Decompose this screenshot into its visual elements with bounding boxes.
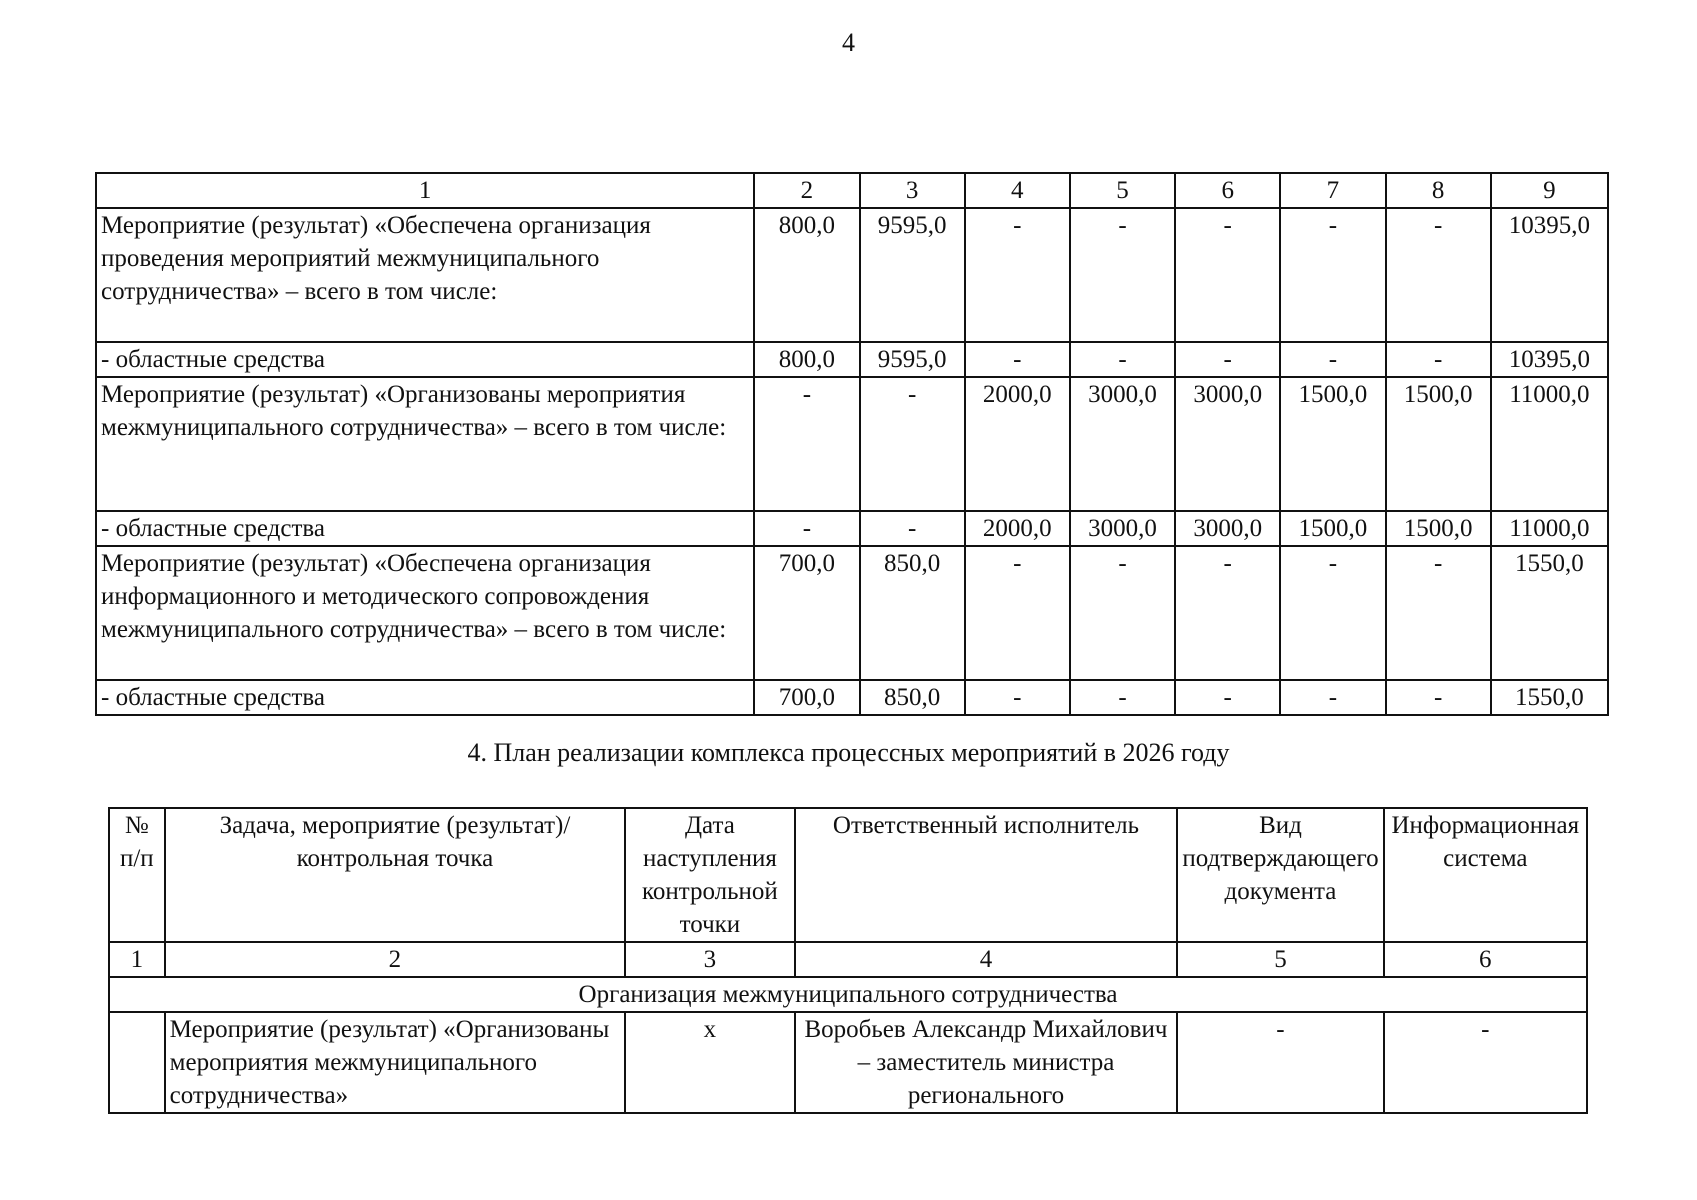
value-cell: -	[1280, 342, 1385, 377]
value-cell: -	[1386, 680, 1491, 715]
value-cell: -	[1070, 546, 1175, 680]
responsible-cell: Воробьев Александр Михайлович – заместитель министра регионального	[795, 1012, 1178, 1113]
value-cell: -	[965, 208, 1070, 342]
row-label: - областные средства	[96, 511, 754, 546]
column-number: 4	[795, 942, 1178, 977]
value-cell: 850,0	[860, 546, 965, 680]
task-cell: Мероприятие (результат) «Организованы мероприятия межмуниципального сотрудничества»	[165, 1012, 626, 1113]
plan-table-header-row	[109, 808, 1587, 942]
column-number: 6	[1384, 942, 1587, 977]
column-number: 6	[1175, 173, 1280, 208]
value-cell: -	[1175, 546, 1280, 680]
column-number: 3	[625, 942, 794, 977]
group-title: Организация межмуниципального сотрудничества	[109, 977, 1587, 1012]
value-cell: 800,0	[754, 342, 859, 377]
column-number: 4	[965, 173, 1070, 208]
document-cell: -	[1177, 1012, 1383, 1113]
value-cell: -	[1070, 208, 1175, 342]
column-number: 1	[109, 942, 165, 977]
column-number: 2	[165, 942, 626, 977]
value-cell: -	[1070, 680, 1175, 715]
column-number: 5	[1177, 942, 1383, 977]
value-cell: -	[965, 680, 1070, 715]
row-label: Мероприятие (результат) «Обеспечена организация проведения мероприятий межмуниципального сотрудничества» – всего в том числе:	[96, 208, 754, 342]
value-cell: 11000,0	[1491, 377, 1608, 511]
table-row	[96, 511, 1608, 546]
table-row	[96, 680, 1608, 715]
value-cell: 3000,0	[1070, 511, 1175, 546]
table-row	[96, 377, 1608, 511]
value-cell: 3000,0	[1070, 377, 1175, 511]
value-cell: 1500,0	[1386, 511, 1491, 546]
row-label: Мероприятие (результат) «Организованы мероприятия межмуниципального сотрудничества» – всего в том числе:	[96, 377, 754, 511]
header-cell: Вид подтверждающего документа	[1177, 808, 1383, 942]
value-cell: -	[965, 342, 1070, 377]
value-cell: 1500,0	[1386, 377, 1491, 511]
value-cell: 3000,0	[1175, 377, 1280, 511]
column-number: 1	[96, 173, 754, 208]
table-row	[96, 342, 1608, 377]
value-cell: -	[860, 377, 965, 511]
value-cell: 700,0	[754, 546, 859, 680]
row-label: - областные средства	[96, 342, 754, 377]
column-number: 9	[1491, 173, 1608, 208]
value-cell: -	[1386, 546, 1491, 680]
value-cell: 2000,0	[965, 377, 1070, 511]
value-cell: 1500,0	[1280, 377, 1385, 511]
column-number: 2	[754, 173, 859, 208]
value-cell: 700,0	[754, 680, 859, 715]
value-cell: 1550,0	[1491, 546, 1608, 680]
plan-table-number-row	[109, 942, 1587, 977]
value-cell: -	[1280, 208, 1385, 342]
group-row	[109, 977, 1587, 1012]
value-cell: -	[1280, 680, 1385, 715]
value-cell: 2000,0	[965, 511, 1070, 546]
value-cell: 1500,0	[1280, 511, 1385, 546]
value-cell: 1550,0	[1491, 680, 1608, 715]
value-cell: 10395,0	[1491, 342, 1608, 377]
column-number: 7	[1280, 173, 1385, 208]
value-cell: -	[965, 546, 1070, 680]
value-cell: 800,0	[754, 208, 859, 342]
date-cell: х	[625, 1012, 794, 1113]
table-row	[96, 546, 1608, 680]
row-label: - областные средства	[96, 680, 754, 715]
header-cell: Дата наступления контрольной точки	[625, 808, 794, 942]
header-cell: № п/п	[109, 808, 165, 942]
value-cell: -	[1280, 546, 1385, 680]
value-cell: -	[754, 377, 859, 511]
value-cell: 850,0	[860, 680, 965, 715]
value-cell: -	[1386, 342, 1491, 377]
value-cell: 3000,0	[1175, 511, 1280, 546]
value-cell: 9595,0	[860, 342, 965, 377]
plan-table	[108, 807, 1588, 1114]
column-number: 3	[860, 173, 965, 208]
value-cell: 10395,0	[1491, 208, 1608, 342]
funding-table-header-row	[96, 173, 1608, 208]
page-number: 4	[842, 28, 855, 57]
section-title: 4. План реализации комплекса процессных мероприятий в 2026 году	[467, 738, 1230, 767]
row-label: Мероприятие (результат) «Обеспечена организация информационного и методического сопровождения межмуниципального сотрудничества» – всего в том числе:	[96, 546, 754, 680]
funding-table	[95, 172, 1609, 716]
plan-row	[109, 1012, 1587, 1113]
value-cell: -	[754, 511, 859, 546]
value-cell: -	[1386, 208, 1491, 342]
value-cell: -	[860, 511, 965, 546]
header-cell: Информационная система	[1384, 808, 1587, 942]
value-cell: -	[1175, 680, 1280, 715]
system-cell: -	[1384, 1012, 1587, 1113]
header-cell: Ответственный исполнитель	[795, 808, 1178, 942]
column-number: 8	[1386, 173, 1491, 208]
table-row	[96, 208, 1608, 342]
row-number	[109, 1012, 165, 1113]
column-number: 5	[1070, 173, 1175, 208]
value-cell: -	[1175, 342, 1280, 377]
header-cell: Задача, мероприятие (результат)/ контрольная точка	[165, 808, 626, 942]
value-cell: -	[1175, 208, 1280, 342]
value-cell: -	[1070, 342, 1175, 377]
value-cell: 9595,0	[860, 208, 965, 342]
value-cell: 11000,0	[1491, 511, 1608, 546]
